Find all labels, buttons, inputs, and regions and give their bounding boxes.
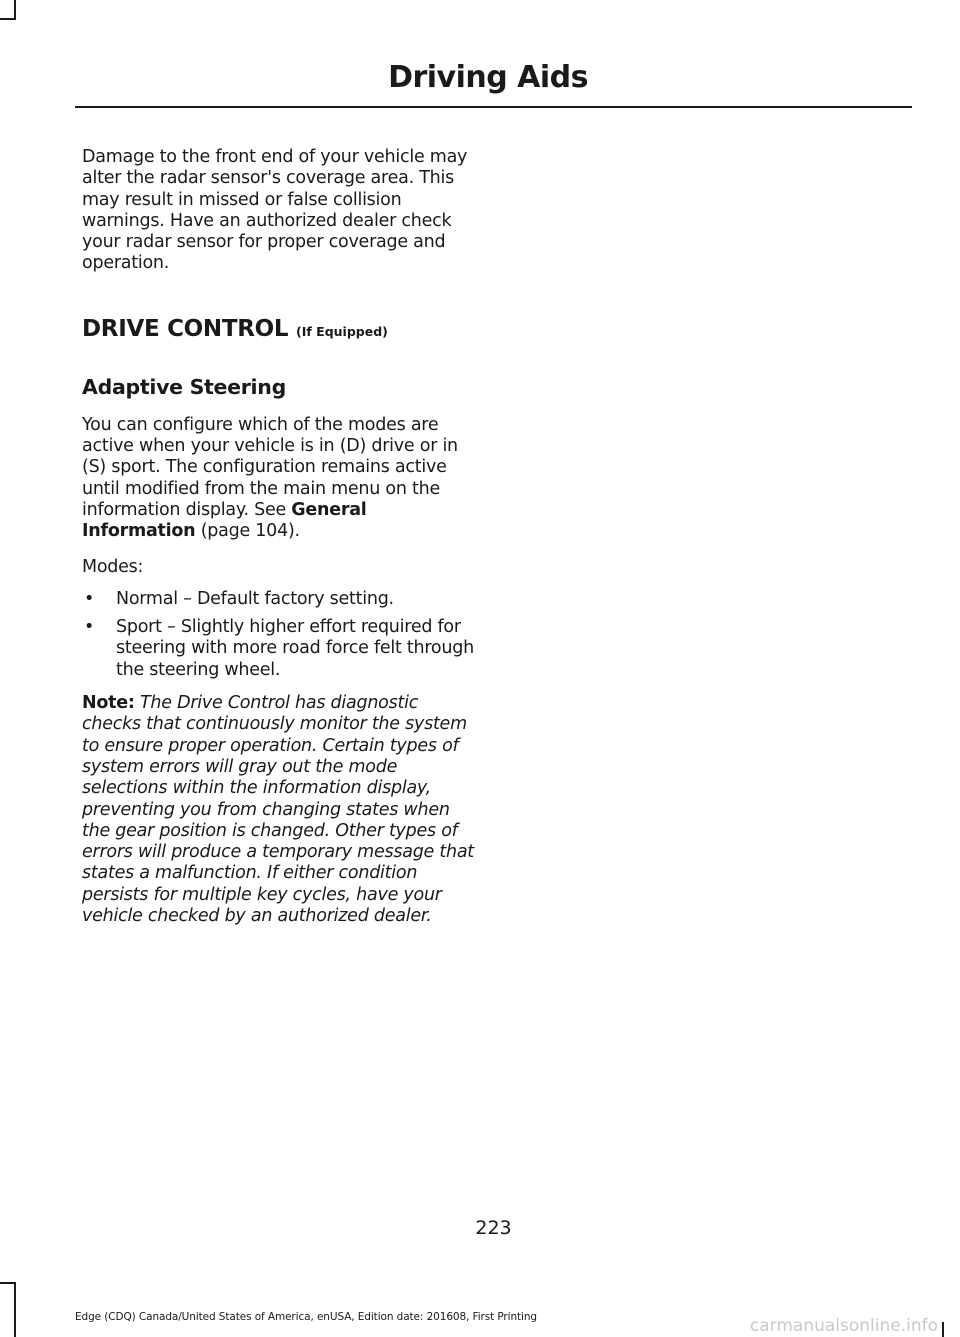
modes-list <box>82 589 474 681</box>
crop-mark-bottom-left-horizontal <box>0 1282 16 1284</box>
crop-mark-bottom-right-vertical <box>942 1322 944 1337</box>
configuration-paragraph <box>82 415 474 543</box>
note-label: Note: <box>82 693 135 714</box>
list-item <box>82 617 474 681</box>
modes-label: Modes: <box>82 556 144 577</box>
list-item-text: Normal – Default factory setting. <box>116 588 394 609</box>
page-number: 223 <box>475 1217 512 1239</box>
footer-text: Edge (CDQ) Canada/United States of America, enUSA, Edition date: 201608, First Printing <box>75 1311 537 1323</box>
bullet: • <box>84 617 95 638</box>
watermark: carmanualsonline.info <box>749 1316 938 1336</box>
bullet: • <box>84 588 95 609</box>
content-column <box>82 147 474 927</box>
header-title: Driving Aids <box>388 60 588 95</box>
section-title-text: DRIVE CONTROL <box>82 315 289 342</box>
crop-mark-bottom-left-vertical <box>14 1282 16 1337</box>
general-information-link[interactable]: General Information <box>82 499 367 542</box>
list-item <box>82 589 474 610</box>
header-rule <box>75 106 912 108</box>
intro-paragraph: Damage to the front end of your vehicle may alter the radar sensor's coverage area. This may result in missed or false collision warnings. Have an authorized dealer check your radar sensor for proper coverage and operation. <box>82 147 468 274</box>
section-qualifier: (If Equipped) <box>296 323 388 339</box>
list-item-text: Sport – Slightly higher effort required for steering with more road force felt through the steering wheel. <box>116 617 474 680</box>
crop-mark-top-left-horizontal <box>0 18 16 20</box>
crop-mark-top-left-vertical <box>14 0 16 20</box>
note-paragraph <box>82 693 474 927</box>
section-title <box>82 315 474 346</box>
note-text: The Drive Control has diagnostic checks that continuously monitor the system to ensure proper operation. Certain types of system errors will gray out the mode selections within the information display, preventing you from changing states when the gear position is changed. Other types of errors will produce a temporary message that states a malfunction. If either condition persists for multiple key cycles, have your vehicle checked by an authorized dealer. <box>82 693 474 927</box>
page-reference: (page 104). <box>195 521 300 542</box>
subsection-title: Adaptive Steering <box>82 374 286 399</box>
configuration-text: You can configure which of the modes are active when your vehicle is in (D) drive or in (S) sport. The configuration remains active until modified from the main menu on the information display. See <box>82 414 458 520</box>
